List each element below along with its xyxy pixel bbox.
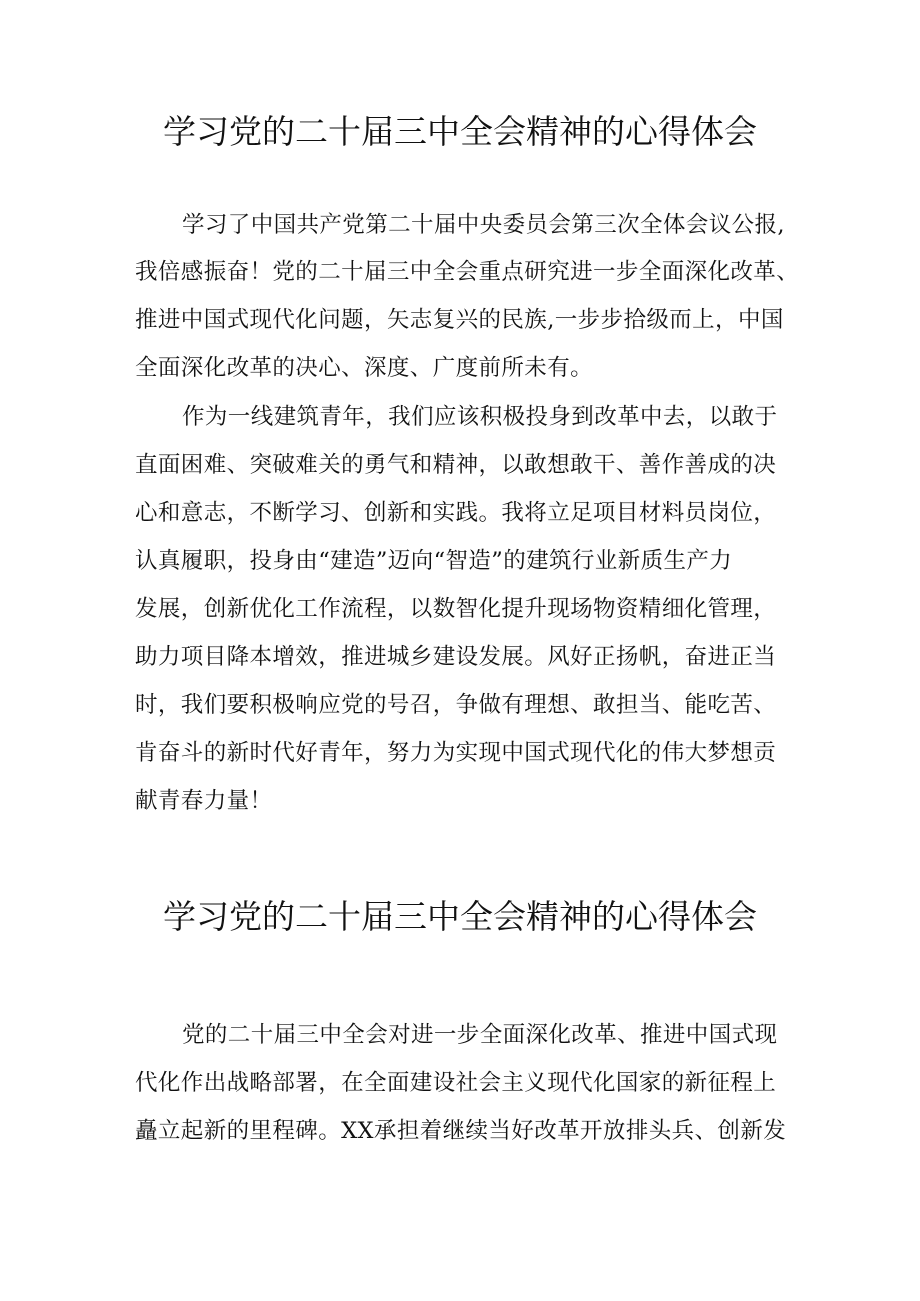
paragraph-line: 矗立起新的里程碑。XX承担着继续当好改革开放排头兵、创新发 [135,1118,787,1144]
document-title-1: 学习党的二十届三中全会精神的心得体会 [163,112,757,151]
paragraph-line: 发展，创新优化工作流程，以数智化提升现场物资精细化管理， [135,596,777,622]
document-title-2: 学习党的二十届三中全会精神的心得体会 [163,897,757,936]
paragraph-line: 直面困难、突破难关的勇气和精神，以敢想敢干、善作善成的决 [135,452,777,478]
paragraph-line: 学习了中国共产党第二十届中央委员会第三次全体会议公报, [182,212,785,238]
paragraph-line: 全面深化改革的决心、深度、广度前所未有。 [135,355,594,381]
paragraph-line: 代化作出战略部署，在全面建设社会主义现代化国家的新征程上 [135,1070,777,1096]
paragraph-line: 肯奋斗的新时代好青年，努力为实现中国式现代化的伟大梦想贡 [135,740,777,766]
paragraph-line: 作为一线建筑青年，我们应该积极投身到改革中去，以敢于 [182,404,778,430]
paragraph-line: 心和意志，不断学习、创新和实践。我将立足项目材料员岗位， [135,500,777,526]
paragraph-line: 推进中国式现代化问题，矢志复兴的民族,一步步拾级而上，中国 [135,307,784,333]
paragraph-line: 献青春力量！ [135,788,273,814]
paragraph-line: 党的二十届三中全会对进一步全面深化改革、推进中国式现 [182,1022,778,1048]
paragraph-line: 助力项目降本增效，推进城乡建设发展。风好正扬帆，奋进正当 [135,644,777,670]
paragraph-line: 我倍感振奋！党的二十届三中全会重点研究进一步全面深化改革、 [135,259,800,285]
paragraph-line: 时，我们要积极响应党的号召，争做有理想、敢担当、能吃苦、 [135,692,777,718]
paragraph-line: 认真履职，投身由“建造”迈向“智造”的建筑行业新质生产力 [135,548,733,574]
